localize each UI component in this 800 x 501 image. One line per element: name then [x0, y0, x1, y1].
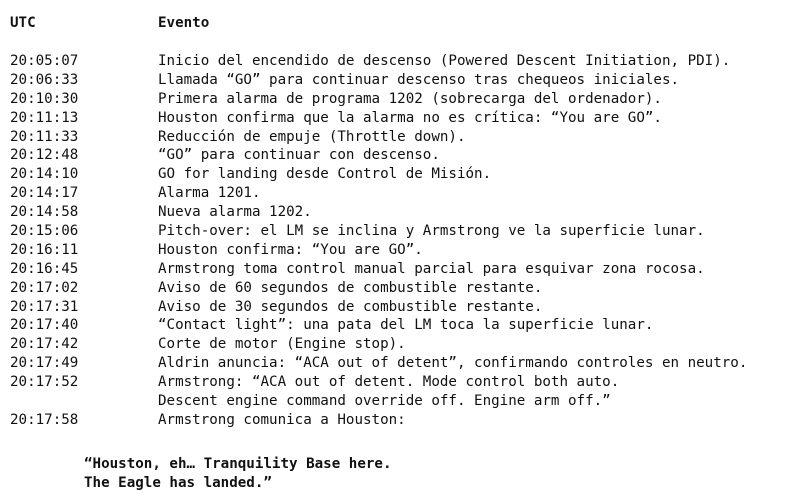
- utc-time: 20:17:02: [10, 279, 79, 296]
- utc-time: 20:10:30: [10, 90, 79, 107]
- utc-time: 20:14:58: [10, 204, 79, 221]
- timeline-row: [10, 335, 790, 354]
- event-description: Aviso de 30 segundos de combustible restante.: [158, 298, 543, 315]
- table-header: [10, 14, 790, 33]
- event-description: “Contact light”: una pata del LM toca la superficie lunar.: [158, 317, 654, 334]
- timeline-row: [10, 165, 790, 184]
- utc-time: 20:05:07: [10, 53, 79, 69]
- event-description: Houston confirma que la alarma no es crítica: “You are GO”.: [158, 109, 662, 126]
- timeline-row: [10, 241, 790, 260]
- event-description: Corte de motor (Engine stop).: [158, 336, 406, 353]
- event-description: “GO” para continuar con descenso.: [158, 147, 440, 164]
- event-description: Alarma 1201.: [158, 185, 261, 202]
- timeline-row: [10, 354, 790, 373]
- event-timeline: [10, 52, 790, 430]
- timeline-row: [10, 184, 790, 203]
- event-description: GO for landing desde Control de Misión.: [158, 166, 492, 183]
- event-description: Armstrong: “ACA out of detent. Mode control both auto.: [158, 374, 620, 391]
- utc-time: 20:16:11: [10, 241, 79, 258]
- timeline-row: [10, 279, 790, 298]
- event-description: Llamada “GO” para continuar descenso tras chequeos iniciales.: [158, 71, 680, 88]
- timeline-row: [10, 52, 790, 71]
- timeline-row: [10, 260, 790, 279]
- utc-time: 20:11:33: [10, 128, 79, 145]
- utc-time: 20:17:52: [10, 374, 79, 391]
- timeline-row: [10, 298, 790, 317]
- utc-time: 20:15:06: [10, 223, 79, 240]
- utc-column-header: UTC: [10, 15, 36, 31]
- event-description: Aviso de 60 segundos de combustible restante.: [158, 279, 543, 296]
- timeline-row: [10, 411, 790, 430]
- utc-time: 20:06:33: [10, 71, 79, 88]
- event-description: Armstrong comunica a Houston:: [158, 411, 406, 428]
- timeline-row: [10, 71, 790, 90]
- utc-time: 20:12:48: [10, 147, 79, 164]
- utc-time: 20:14:17: [10, 185, 79, 202]
- timeline-row: [10, 203, 790, 222]
- timeline-row: [10, 128, 790, 147]
- utc-time: 20:17:58: [10, 411, 79, 428]
- quote-line: “Houston, eh… Tranquility Base here.: [84, 456, 392, 472]
- timeline-row: [10, 109, 790, 128]
- utc-time: 20:17:31: [10, 298, 79, 315]
- event-description: Descent engine command override off. Engine arm off.”: [158, 393, 611, 410]
- timeline-row: [10, 90, 790, 109]
- utc-time: 20:17:42: [10, 336, 79, 353]
- event-description: Armstrong toma control manual parcial para esquivar zona rocosa.: [158, 260, 705, 277]
- event-description: Inicio del encendido de descenso (Powered Descent Initiation, PDI).: [158, 53, 731, 69]
- timeline-row: [10, 373, 790, 392]
- event-description: Aldrin anuncia: “ACA out of detent”, confirmando controles en neutro.: [158, 355, 748, 372]
- timeline-row: [10, 146, 790, 165]
- event-description: Reducción de empuje (Throttle down).: [158, 128, 466, 145]
- timeline-row: [10, 392, 790, 411]
- utc-time: 20:16:45: [10, 260, 79, 277]
- utc-time: 20:14:10: [10, 166, 79, 183]
- utc-time: 20:17:49: [10, 355, 79, 372]
- event-description: Primera alarma de programa 1202 (sobrecarga del ordenador).: [158, 90, 662, 107]
- timeline-row: [10, 316, 790, 335]
- event-description: Houston confirma: “You are GO”.: [158, 241, 423, 258]
- utc-time: 20:11:13: [10, 109, 79, 126]
- event-column-header: Evento: [158, 15, 210, 31]
- event-description: Pitch-over: el LM se inclina y Armstrong ve la superficie lunar.: [158, 223, 705, 240]
- event-description: Nueva alarma 1202.: [158, 204, 312, 221]
- landing-quote: [84, 455, 392, 493]
- utc-time: 20:17:40: [10, 317, 79, 334]
- timeline-row: [10, 222, 790, 241]
- quote-line: The Eagle has landed.”: [84, 475, 272, 491]
